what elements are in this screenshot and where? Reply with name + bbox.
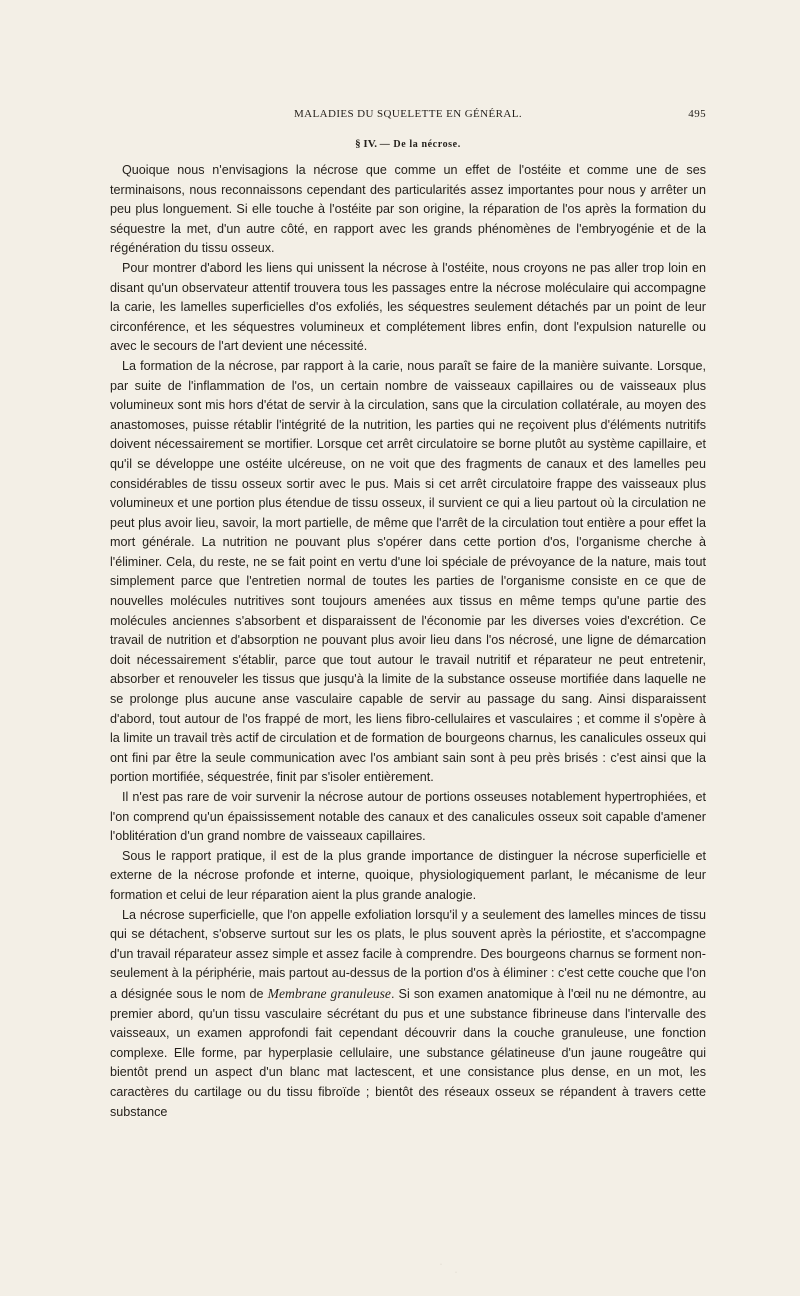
paper-speck: · — [455, 1270, 457, 1276]
paragraph — [110, 906, 706, 1123]
running-head-title: MALADIES DU SQUELETTE EN GÉNÉRAL. — [294, 108, 522, 120]
paragraph: Pour montrer d'abord les liens qui unissent la nécrose à l'ostéite, nous croyons ne pas aller trop loin en disant qu'un observateur attentif trouvera tous les passages entre la nécrose moléculaire qui accompagne la carie, les lamelles superficielles d'os exfoliés, les séquestres seulement détachés par un point de leur circonférence, et les séquestres volumineux et complétement libres enfin, dont l'expulsion naturelle ou avec le secours de l'art devient une nécessité. — [110, 260, 706, 354]
paper-speck: · — [440, 1262, 442, 1268]
paragraph: Sous le rapport pratique, il est de la plus grande importance de distinguer la nécrose superficielle et externe de la nécrose profonde et interne, quoique, physiologiquement parlant, le mécanisme de leur formation et celui de leur réparation aient la plus grande analogie. — [110, 848, 706, 902]
paragraph: Quoique nous n'envisagions la nécrose que comme un effet de l'ostéite et comme une de ses terminaisons, nous reconnaissons cependant des particularités assez importantes pour nous y arrêter un peu plus longuement. Si elle touche à l'ostéite par son origine, la réparation de l'os après la formation du séquestre la met, d'un autre côté, en rapport avec les grands phénomènes de l'embryogénie et de la régénération du tissu osseux. — [110, 163, 706, 256]
paragraph: La formation de la nécrose, par rapport à la carie, nous paraît se faire de la manière suivante. Lorsque, par suite de l'inflammation de l'os, un certain nombre de vaisseaux capillaires ou de vaisseaux plus volumineux sont mis hors d'état de servir à la circulation, sans que la circulation collatérale, au moyen des anastomoses, puisse rétablir l'intégrité de la nutrition, les parties qui ne reçoivent plus d'éléments nutritifs doivent nécessairement se mortifier. Lorsque cet arrêt circulatoire se borne plutôt au système capillaire, et qu'il se développe une ostéite ulcéreuse, on ne voit que des fragments de canaux et des lamelles peu considérables de tissu osseux sortir avec le pus. Mais si cet arrêt circulatoire frappe des vaisseaux plus volumineux et une portion plus étendue de tissu osseux, il survient ce qui a lieu partout où la circulation ne peut plus avoir lieu, savoir, la mort partielle, de même que l'arrêt de la circulation tout entière a pour effet la mort générale. La nutrition ne pouvant plus s'opérer dans cette portion d'os, l'organisme cherche à l'éliminer. Cela, du reste, ne se fait point en vertu d'une loi spéciale de prévoyance de la nature, mais tout simplement parce que l'entretien normal de toutes les parties de l'organisme consiste en ce que de nouvelles molécules nutritives sont toujours amenées aux tissus en même temps qu'une partie des molécules anciennes s'absorbent et disparaissent de l'économie par les diverses voies d'excrétion. Ce travail de nutrition et d'absorption ne pouvant plus avoir lieu dans l'os nécrosé, une ligne de démarcation doit nécessairement s'établir, parce que tout autour le travail nutritif et réparateur ne peut entretenir, absorber et renouveler les tissus que jusqu'à la limite de la substance osseuse mortifiée dans laquelle ne se prolonge plus aucune anse vasculaire capable de servir au passage du sang. Ainsi disparaissent d'abord, tout autour de l'os frappé de mort, les liens fibro-cellulaires et vasculaires ; et comme il s'opère à la limite un travail très actif de circulation et de formation de bourgeons charnus, les canalicules osseux qui ont fini par être la seule communication avec l'os ambiant sain sont à peu près brisés : c'est ainsi que la portion mortifiée, séquestrée, finit par s'isoler entièrement. — [110, 358, 706, 785]
paragraph-text: La nécrose superficielle, que l'on appelle exfoliation lorsqu'il y a seulement des lamelles minces de tissu qui se détachent, s'observe surtout sur les os plats, le plus souvent après la périostite, et s'accompagne d'un travail réparateur assez simple et assez facile à comprendre. Des bourgeons charnus se forment non-seulement à la périphérie, mais partout au-dessus de la portion d'os à éliminer : c'est cette couche que l'on a désignée sous le nom de — [110, 907, 706, 1001]
section-heading — [110, 138, 706, 150]
section-title: — De la nécrose. — [379, 139, 461, 150]
paragraph-text: . Si son examen anatomique à l'œil nu ne démontre, au premier abord, qu'un tissu vasculaire sécrétant du pus et une substance fibrineuse dans l'intervalle des vaisseaux, un examen approfondi fait cependant découvrir dans la couche granuleuse, une fonction complexe. Elle forme, par hyperplasie cellulaire, une substance gélatineuse d'un jaune rougeâtre qui bientôt prend un aspect d'un blanc mat lactescent, et une consistance plus dense, en un mot, les caractères du cartilage ou du tissu fibroïde ; bientôt des réseaux osseux se répandent à travers cette substance — [110, 986, 706, 1119]
italic-term: Membrane granuleuse — [267, 985, 391, 1001]
section-numeral: § IV. — [355, 138, 377, 150]
running-head — [110, 108, 706, 120]
paragraph: Il n'est pas rare de voir survenir la nécrose autour de portions osseuses notablement hypertrophiées, et l'on comprend qu'un épaississement notable des canaux et des canalicules osseux soit capable d'amener l'oblitération d'un grand nombre de vaisseaux capillaires. — [110, 790, 706, 844]
page-number: 495 — [688, 108, 706, 120]
body-text — [110, 161, 706, 1122]
